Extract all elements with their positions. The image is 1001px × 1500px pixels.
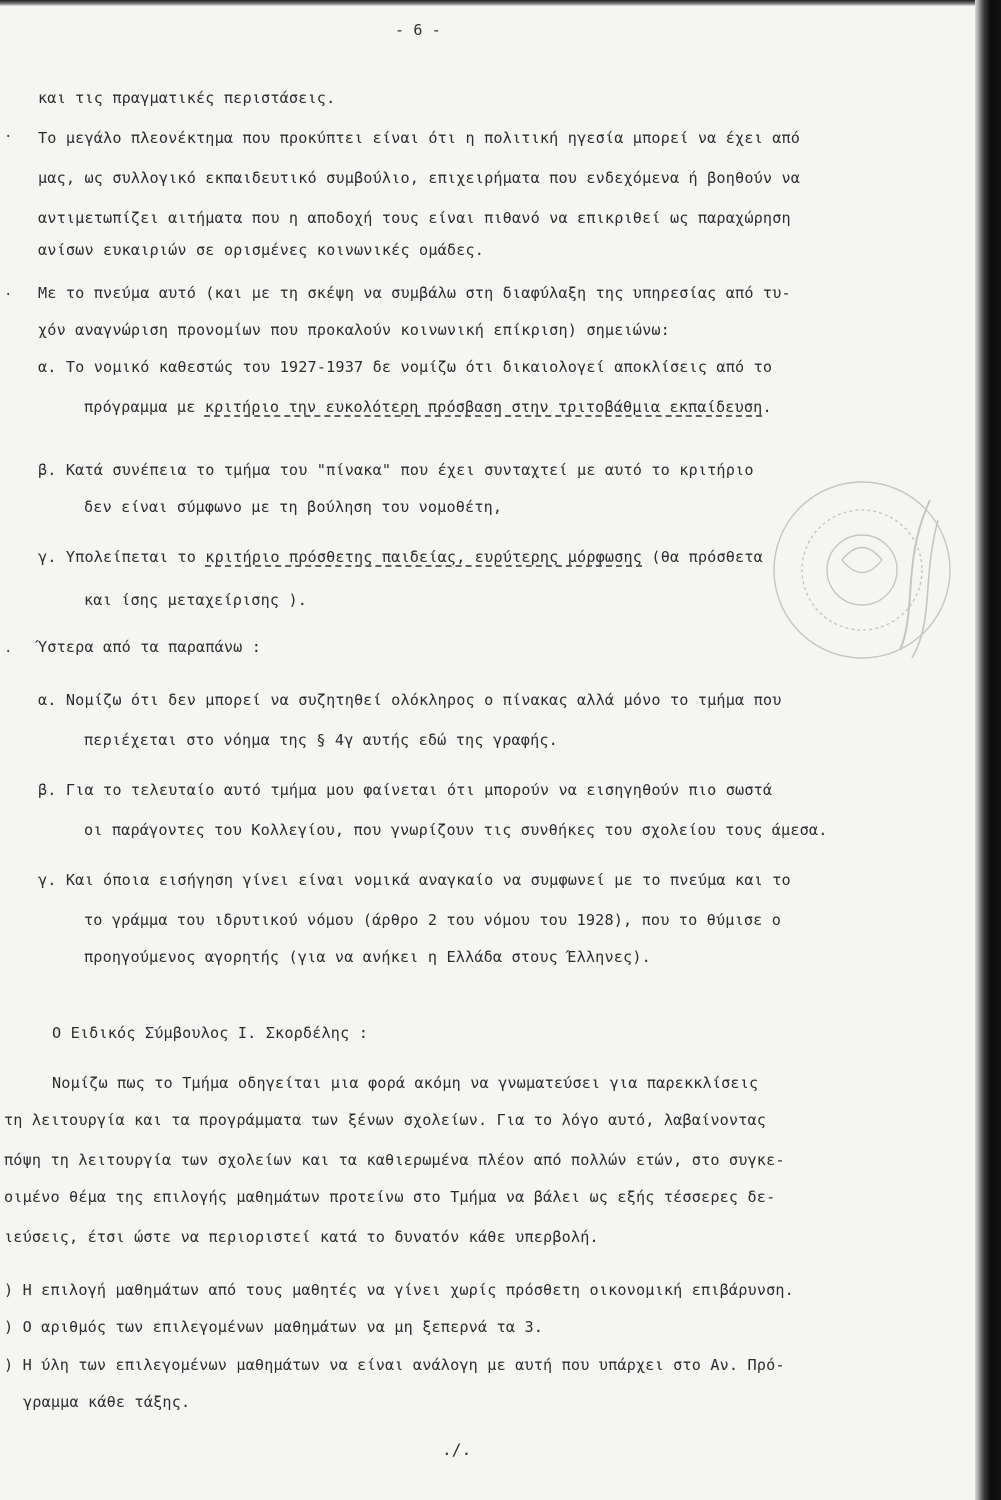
text-segment: .: [762, 398, 772, 416]
page-number: - 6 -: [395, 21, 441, 39]
scan-top-edge: [0, 0, 975, 6]
text-segment: γ. Υπολείπεται το: [38, 548, 206, 566]
text-segment: (θα πρόσθετα: [642, 548, 763, 566]
text-line: περιέχεται στο νόημα της § 4γ αυτής εδώ της γραφής.: [84, 731, 558, 749]
text-line: δεν είναι σύμφωνο με τη βούληση του νομοθέτη,: [84, 498, 503, 516]
list-item-c: γ. Και όποια εισήγηση γίνει είναι νομικά αναγκαίο να συμφωνεί με το πνεύμα και το: [38, 871, 791, 889]
margin-mark: .: [4, 640, 13, 656]
text-line: μας, ως συλλογικό εκπαιδευτικό συμβούλιο, επιχειρήματα που ενδεχόμενα ή βοηθούν να: [38, 169, 801, 187]
list-item-a: α. Νομίζω ότι δεν μπορεί να συζητηθεί ολόκληρος ο πίνακας αλλά μόνο το τμήμα που: [38, 691, 782, 709]
text-line: πόψη τη λειτουργία των σχολείων και τα καθιερωμένα πλέον από πολλών ετών, στο συγκε-: [4, 1151, 785, 1169]
closing-mark: ./.: [442, 1440, 472, 1459]
list-item-a: α. Το νομικό καθεστώς του 1927-1937 δε νομίζω ότι δικαιολογεί αποκλίσεις από το: [38, 358, 773, 376]
list-item-3: ) Η ύλη των επιλεγομένων μαθημάτων να είναι ανάλογη με αυτή που υπάρχει στο Αν. Πρό-: [4, 1356, 785, 1374]
text-line: ιεύσεις, έτσι ώστε να περιοριστεί κατά το δυνατόν κάθε υπερβολή.: [4, 1228, 599, 1246]
text-line: και τις πραγματικές περιστάσεις.: [38, 89, 336, 107]
text-line: χόν αναγνώριση προνομίων που προκαλούν κοινωνική επίκριση) σημειώνω:: [38, 321, 670, 339]
margin-mark: .: [4, 125, 13, 141]
text-line: Με το πνεύμα αυτό (και με τη σκέψη να συμβάλω στη διαφύλαξη της υπηρεσίας από τυ-: [38, 284, 791, 302]
text-line-underlined: [84, 397, 772, 417]
scan-right-edge: [975, 0, 1001, 1500]
list-item-2: ) Ο αριθμός των επιλεγομένων μαθημάτων να μη ξεπερνά τα 3.: [4, 1318, 544, 1336]
text-segment: πρόγραμμα με: [84, 398, 205, 416]
underlined-phrase: κριτήριο πρόσθετης παιδείας, ευρύτερης μόρφωσης: [205, 548, 643, 566]
list-item-1: ) Η επιλογή μαθημάτων από τους μαθητές να γίνει χωρίς πρόσθετη οικονομική επιβάρυνση.: [4, 1281, 794, 1299]
text-line: Νομίζω πως το Τμήμα οδηγείται μια φορά ακόμη να γνωματεύσει για παρεκκλίσεις: [52, 1074, 759, 1092]
list-item-b: β. Για το τελευταίο αυτό τμήμα μου φαίνεται ότι μπορούν να εισηγηθούν πιο σωστά: [38, 781, 773, 799]
text-line: αντιμετωπίζει αιτήματα που η αποδοχή τους είναι πιθανό να επικριθεί ως παραχώρηση: [38, 209, 791, 227]
speaker-heading: Ο Ειδικός Σύμβουλος Ι. Σκορδέλης :: [52, 1024, 368, 1042]
text-line: τη λειτουργία και τα προγράμματα των ξένων σχολείων. Για το λόγο αυτό, λαβαίνοντας: [4, 1111, 767, 1129]
text-line: ανίσων ευκαιριών σε ορισμένες κοινωνικές ομάδες.: [38, 241, 485, 259]
section-heading: Ύστερα από τα παραπάνω :: [38, 638, 262, 656]
margin-mark: .: [4, 283, 13, 299]
underlined-phrase: κριτήριο την ευκολότερη πρόσβαση στην τριτοβάθμια εκπαίδευση: [204, 398, 763, 416]
text-line: το γράμμα του ιδρυτικού νόμου (άρθρο 2 του νόμου του 1928), που το θύμισε ο: [84, 911, 782, 929]
list-item-b: β. Κατά συνέπεια το τμήμα του "πίνακα" που έχει συνταχτεί με αυτό το κριτήριο: [38, 461, 754, 479]
text-line: γραμμα κάθε τάξης.: [23, 1393, 191, 1411]
text-line: οι παράγοντες του Κολλεγίου, που γνωρίζουν τις συνθήκες του σχολείου τους άμεσα.: [84, 821, 828, 839]
text-line: οιμένο θέμα της επιλογής μαθημάτων προτείνω στο Τμήμα να βάλει ως εξής τέσσερες δε-: [4, 1188, 776, 1206]
text-line: προηγούμενος αγορητής (για να ανήκει η Ελλάδα στους Έλληνες).: [84, 948, 651, 966]
text-line-underlined: [38, 547, 763, 567]
text-line: και ίσης μεταχείρισης ).: [84, 591, 308, 609]
text-line: Το μεγάλο πλεονέκτημα που προκύπτει είναι ότι η πολιτική ηγεσία μπορεί να έχει από: [38, 129, 801, 147]
official-stamp-seal: [752, 470, 972, 670]
